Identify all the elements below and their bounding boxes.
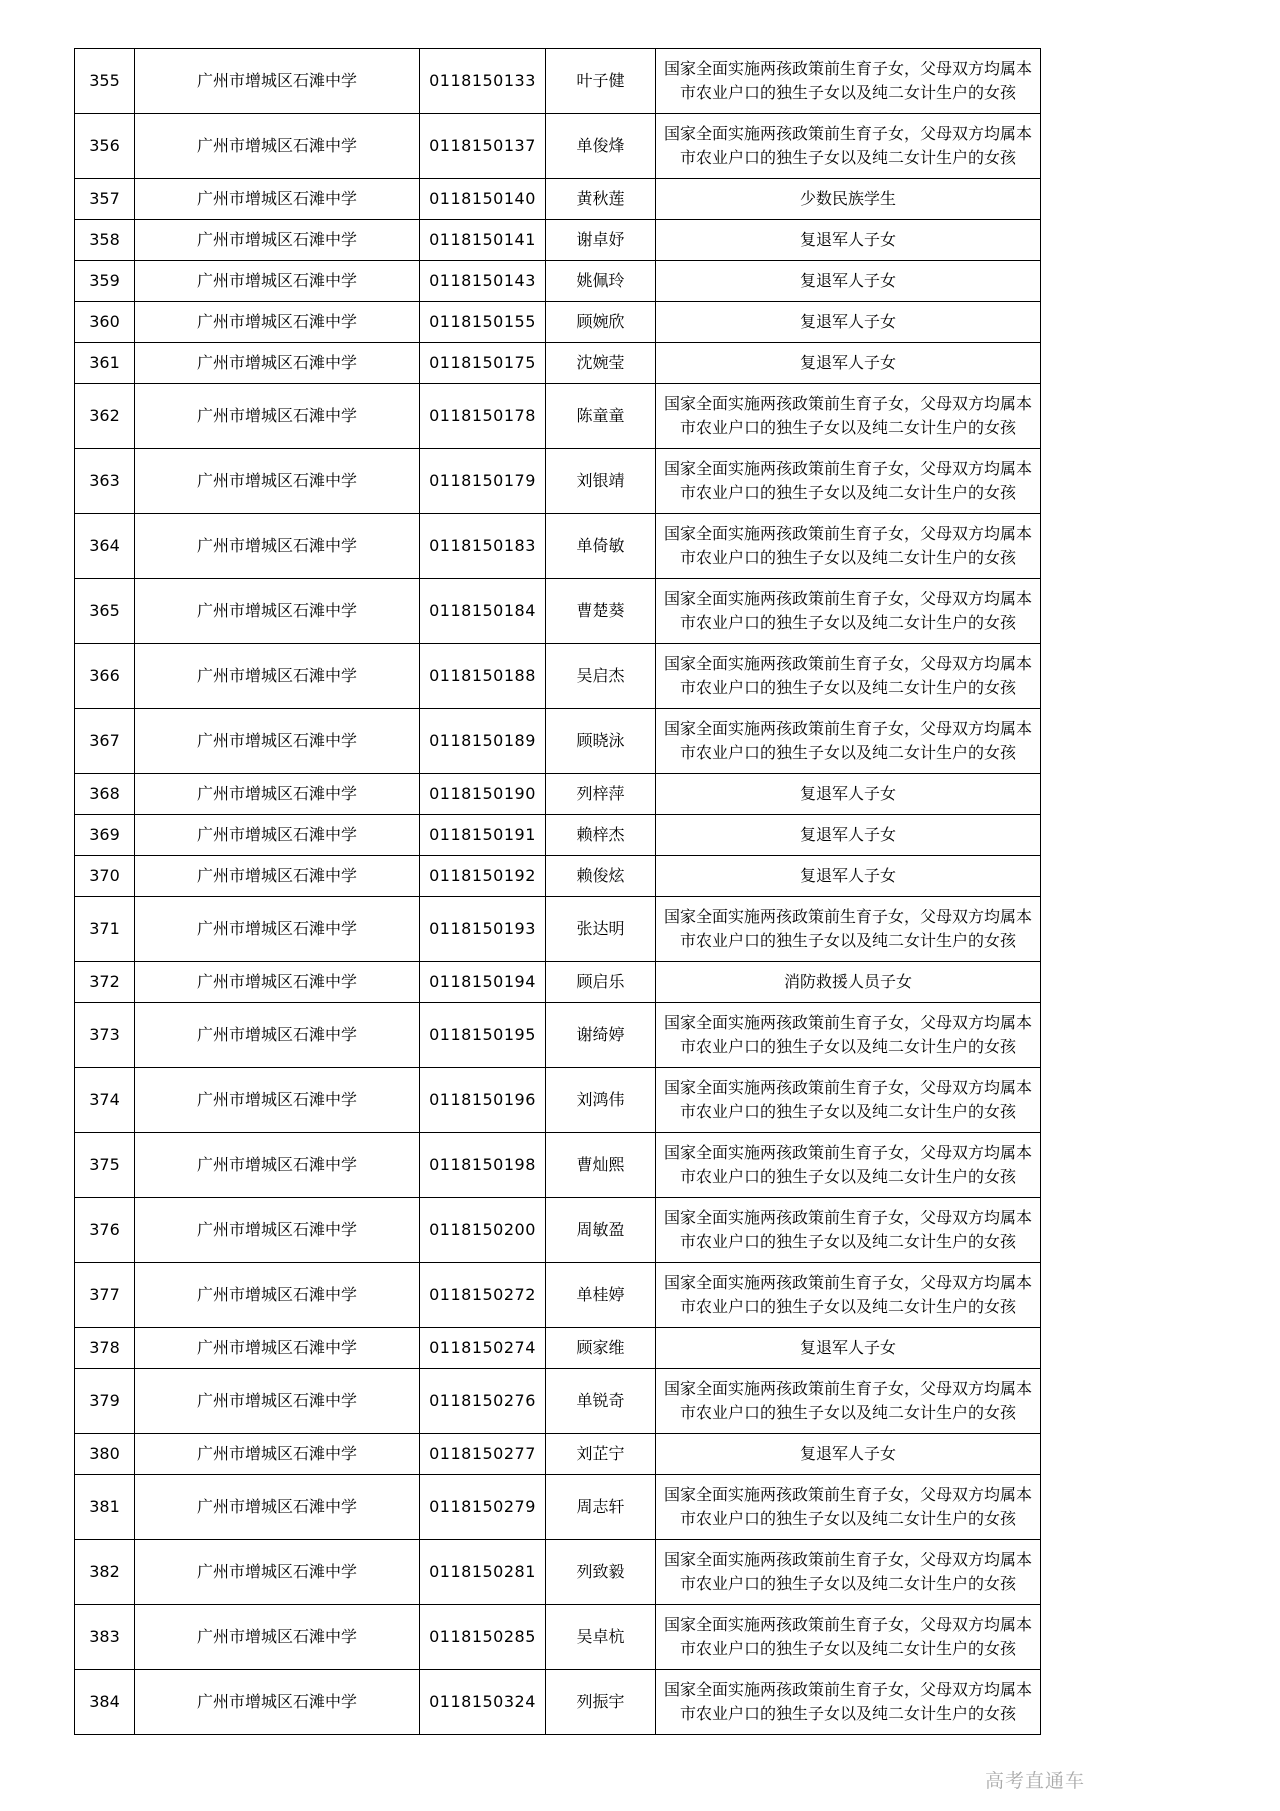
cell-name: 赖俊炫 bbox=[546, 856, 656, 897]
cell-school: 广州市增城区石滩中学 bbox=[135, 1475, 420, 1540]
cell-school: 广州市增城区石滩中学 bbox=[135, 114, 420, 179]
table-row bbox=[75, 1068, 1041, 1133]
cell-name: 曹灿熙 bbox=[546, 1133, 656, 1198]
table-row bbox=[75, 579, 1041, 644]
table-row bbox=[75, 220, 1041, 261]
cell-school: 广州市增城区石滩中学 bbox=[135, 644, 420, 709]
cell-school: 广州市增城区石滩中学 bbox=[135, 579, 420, 644]
cell-number: 356 bbox=[75, 114, 135, 179]
cell-school: 广州市增城区石滩中学 bbox=[135, 1369, 420, 1434]
cell-exam-number: 0118150141 bbox=[420, 220, 546, 261]
cell-exam-number: 0118150274 bbox=[420, 1328, 546, 1369]
cell-category: 国家全面实施两孩政策前生育子女，父母双方均属本市农业户口的独生子女以及纯二女计生户的女孩 bbox=[656, 514, 1041, 579]
cell-school: 广州市增城区石滩中学 bbox=[135, 815, 420, 856]
table-row bbox=[75, 644, 1041, 709]
cell-name: 列梓萍 bbox=[546, 774, 656, 815]
cell-name: 顾启乐 bbox=[546, 962, 656, 1003]
cell-name: 刘芷宁 bbox=[546, 1434, 656, 1475]
cell-exam-number: 0118150179 bbox=[420, 449, 546, 514]
table-row bbox=[75, 1670, 1041, 1735]
cell-number: 368 bbox=[75, 774, 135, 815]
cell-school: 广州市增城区石滩中学 bbox=[135, 856, 420, 897]
cell-exam-number: 0118150276 bbox=[420, 1369, 546, 1434]
cell-category: 国家全面实施两孩政策前生育子女，父母双方均属本市农业户口的独生子女以及纯二女计生户的女孩 bbox=[656, 1003, 1041, 1068]
cell-name: 曹楚葵 bbox=[546, 579, 656, 644]
cell-school: 广州市增城区石滩中学 bbox=[135, 179, 420, 220]
cell-name: 单桂婷 bbox=[546, 1263, 656, 1328]
cell-school: 广州市增城区石滩中学 bbox=[135, 1263, 420, 1328]
table-row bbox=[75, 1263, 1041, 1328]
cell-school: 广州市增城区石滩中学 bbox=[135, 449, 420, 514]
cell-name: 谢绮婷 bbox=[546, 1003, 656, 1068]
cell-name: 吴启杰 bbox=[546, 644, 656, 709]
cell-school: 广州市增城区石滩中学 bbox=[135, 302, 420, 343]
cell-number: 357 bbox=[75, 179, 135, 220]
cell-exam-number: 0118150192 bbox=[420, 856, 546, 897]
cell-exam-number: 0118150196 bbox=[420, 1068, 546, 1133]
watermark: 高考直通车 bbox=[984, 1770, 1085, 1792]
cell-name: 顾晓泳 bbox=[546, 709, 656, 774]
cell-category: 少数民族学生 bbox=[656, 179, 1041, 220]
cell-school: 广州市增城区石滩中学 bbox=[135, 1068, 420, 1133]
cell-number: 369 bbox=[75, 815, 135, 856]
cell-school: 广州市增城区石滩中学 bbox=[135, 220, 420, 261]
table-row bbox=[75, 709, 1041, 774]
cell-name: 单锐奇 bbox=[546, 1369, 656, 1434]
cell-exam-number: 0118150140 bbox=[420, 179, 546, 220]
cell-name: 赖梓杰 bbox=[546, 815, 656, 856]
cell-category: 国家全面实施两孩政策前生育子女，父母双方均属本市农业户口的独生子女以及纯二女计生户的女孩 bbox=[656, 644, 1041, 709]
table-row bbox=[75, 1003, 1041, 1068]
table-row bbox=[75, 302, 1041, 343]
cell-name: 周志轩 bbox=[546, 1475, 656, 1540]
table-row bbox=[75, 49, 1041, 114]
cell-exam-number: 0118150143 bbox=[420, 261, 546, 302]
table-row bbox=[75, 815, 1041, 856]
table-row bbox=[75, 343, 1041, 384]
cell-number: 384 bbox=[75, 1670, 135, 1735]
cell-exam-number: 0118150277 bbox=[420, 1434, 546, 1475]
cell-category: 复退军人子女 bbox=[656, 1328, 1041, 1369]
cell-school: 广州市增城区石滩中学 bbox=[135, 1133, 420, 1198]
cell-number: 365 bbox=[75, 579, 135, 644]
cell-name: 陈童童 bbox=[546, 384, 656, 449]
cell-category: 国家全面实施两孩政策前生育子女，父母双方均属本市农业户口的独生子女以及纯二女计生户的女孩 bbox=[656, 1263, 1041, 1328]
cell-category: 国家全面实施两孩政策前生育子女，父母双方均属本市农业户口的独生子女以及纯二女计生户的女孩 bbox=[656, 1198, 1041, 1263]
cell-number: 360 bbox=[75, 302, 135, 343]
cell-school: 广州市增城区石滩中学 bbox=[135, 1003, 420, 1068]
cell-number: 380 bbox=[75, 1434, 135, 1475]
cell-school: 广州市增城区石滩中学 bbox=[135, 1198, 420, 1263]
cell-school: 广州市增城区石滩中学 bbox=[135, 774, 420, 815]
cell-number: 359 bbox=[75, 261, 135, 302]
cell-name: 单倚敏 bbox=[546, 514, 656, 579]
table-row bbox=[75, 897, 1041, 962]
cell-name: 沈婉莹 bbox=[546, 343, 656, 384]
cell-school: 广州市增城区石滩中学 bbox=[135, 384, 420, 449]
cell-exam-number: 0118150184 bbox=[420, 579, 546, 644]
cell-category: 复退军人子女 bbox=[656, 343, 1041, 384]
cell-school: 广州市增城区石滩中学 bbox=[135, 261, 420, 302]
cell-number: 371 bbox=[75, 897, 135, 962]
cell-school: 广州市增城区石滩中学 bbox=[135, 1540, 420, 1605]
cell-number: 374 bbox=[75, 1068, 135, 1133]
cell-exam-number: 0118150189 bbox=[420, 709, 546, 774]
cell-number: 378 bbox=[75, 1328, 135, 1369]
table-row bbox=[75, 1328, 1041, 1369]
cell-number: 363 bbox=[75, 449, 135, 514]
cell-number: 370 bbox=[75, 856, 135, 897]
cell-number: 379 bbox=[75, 1369, 135, 1434]
cell-exam-number: 0118150183 bbox=[420, 514, 546, 579]
table-row bbox=[75, 449, 1041, 514]
cell-name: 张达明 bbox=[546, 897, 656, 962]
table-row bbox=[75, 962, 1041, 1003]
cell-category: 复退军人子女 bbox=[656, 302, 1041, 343]
cell-exam-number: 0118150279 bbox=[420, 1475, 546, 1540]
cell-name: 周敏盈 bbox=[546, 1198, 656, 1263]
table-row bbox=[75, 1369, 1041, 1434]
cell-number: 372 bbox=[75, 962, 135, 1003]
cell-name: 列致毅 bbox=[546, 1540, 656, 1605]
cell-number: 367 bbox=[75, 709, 135, 774]
cell-number: 377 bbox=[75, 1263, 135, 1328]
cell-school: 广州市增城区石滩中学 bbox=[135, 343, 420, 384]
table-row bbox=[75, 261, 1041, 302]
cell-school: 广州市增城区石滩中学 bbox=[135, 49, 420, 114]
cell-category: 国家全面实施两孩政策前生育子女，父母双方均属本市农业户口的独生子女以及纯二女计生户的女孩 bbox=[656, 384, 1041, 449]
cell-school: 广州市增城区石滩中学 bbox=[135, 1605, 420, 1670]
cell-exam-number: 0118150137 bbox=[420, 114, 546, 179]
table-row bbox=[75, 514, 1041, 579]
student-roster-sheet bbox=[74, 48, 1041, 1735]
cell-category: 国家全面实施两孩政策前生育子女，父母双方均属本市农业户口的独生子女以及纯二女计生户的女孩 bbox=[656, 1068, 1041, 1133]
cell-exam-number: 0118150175 bbox=[420, 343, 546, 384]
cell-name: 列振宇 bbox=[546, 1670, 656, 1735]
cell-exam-number: 0118150193 bbox=[420, 897, 546, 962]
table-row bbox=[75, 384, 1041, 449]
cell-number: 375 bbox=[75, 1133, 135, 1198]
table-row bbox=[75, 1198, 1041, 1263]
cell-name: 姚佩玲 bbox=[546, 261, 656, 302]
cell-exam-number: 0118150194 bbox=[420, 962, 546, 1003]
roster-table-body bbox=[75, 49, 1041, 1735]
table-row bbox=[75, 1475, 1041, 1540]
cell-category: 国家全面实施两孩政策前生育子女，父母双方均属本市农业户口的独生子女以及纯二女计生户的女孩 bbox=[656, 1369, 1041, 1434]
table-row bbox=[75, 1133, 1041, 1198]
cell-name: 顾家维 bbox=[546, 1328, 656, 1369]
cell-number: 383 bbox=[75, 1605, 135, 1670]
cell-exam-number: 0118150285 bbox=[420, 1605, 546, 1670]
cell-exam-number: 0118150188 bbox=[420, 644, 546, 709]
cell-school: 广州市增城区石滩中学 bbox=[135, 1434, 420, 1475]
cell-exam-number: 0118150324 bbox=[420, 1670, 546, 1735]
cell-category: 复退军人子女 bbox=[656, 220, 1041, 261]
cell-name: 单俊烽 bbox=[546, 114, 656, 179]
cell-exam-number: 0118150200 bbox=[420, 1198, 546, 1263]
cell-category: 消防救援人员子女 bbox=[656, 962, 1041, 1003]
cell-category: 复退军人子女 bbox=[656, 856, 1041, 897]
cell-number: 355 bbox=[75, 49, 135, 114]
table-row bbox=[75, 114, 1041, 179]
cell-category: 复退军人子女 bbox=[656, 1434, 1041, 1475]
cell-number: 381 bbox=[75, 1475, 135, 1540]
cell-category: 复退军人子女 bbox=[656, 815, 1041, 856]
cell-number: 373 bbox=[75, 1003, 135, 1068]
cell-school: 广州市增城区石滩中学 bbox=[135, 962, 420, 1003]
cell-exam-number: 0118150191 bbox=[420, 815, 546, 856]
table-row bbox=[75, 774, 1041, 815]
cell-category: 国家全面实施两孩政策前生育子女，父母双方均属本市农业户口的独生子女以及纯二女计生户的女孩 bbox=[656, 1605, 1041, 1670]
cell-category: 国家全面实施两孩政策前生育子女，父母双方均属本市农业户口的独生子女以及纯二女计生户的女孩 bbox=[656, 709, 1041, 774]
table-row bbox=[75, 179, 1041, 220]
cell-number: 362 bbox=[75, 384, 135, 449]
cell-number: 376 bbox=[75, 1198, 135, 1263]
table-row bbox=[75, 1605, 1041, 1670]
cell-name: 顾婉欣 bbox=[546, 302, 656, 343]
cell-name: 吴卓杭 bbox=[546, 1605, 656, 1670]
cell-category: 国家全面实施两孩政策前生育子女，父母双方均属本市农业户口的独生子女以及纯二女计生户的女孩 bbox=[656, 1670, 1041, 1735]
cell-exam-number: 0118150190 bbox=[420, 774, 546, 815]
cell-category: 国家全面实施两孩政策前生育子女，父母双方均属本市农业户口的独生子女以及纯二女计生户的女孩 bbox=[656, 449, 1041, 514]
cell-name: 叶子健 bbox=[546, 49, 656, 114]
cell-category: 国家全面实施两孩政策前生育子女，父母双方均属本市农业户口的独生子女以及纯二女计生户的女孩 bbox=[656, 897, 1041, 962]
cell-exam-number: 0118150133 bbox=[420, 49, 546, 114]
cell-category: 复退军人子女 bbox=[656, 774, 1041, 815]
cell-exam-number: 0118150195 bbox=[420, 1003, 546, 1068]
cell-school: 广州市增城区石滩中学 bbox=[135, 514, 420, 579]
cell-exam-number: 0118150281 bbox=[420, 1540, 546, 1605]
cell-name: 刘鸿伟 bbox=[546, 1068, 656, 1133]
cell-exam-number: 0118150178 bbox=[420, 384, 546, 449]
student-roster-table bbox=[74, 48, 1041, 1735]
cell-category: 国家全面实施两孩政策前生育子女，父母双方均属本市农业户口的独生子女以及纯二女计生户的女孩 bbox=[656, 1133, 1041, 1198]
cell-category: 国家全面实施两孩政策前生育子女，父母双方均属本市农业户口的独生子女以及纯二女计生户的女孩 bbox=[656, 1540, 1041, 1605]
cell-school: 广州市增城区石滩中学 bbox=[135, 1328, 420, 1369]
table-row bbox=[75, 856, 1041, 897]
cell-school: 广州市增城区石滩中学 bbox=[135, 1670, 420, 1735]
cell-number: 364 bbox=[75, 514, 135, 579]
cell-number: 358 bbox=[75, 220, 135, 261]
cell-exam-number: 0118150155 bbox=[420, 302, 546, 343]
cell-exam-number: 0118150272 bbox=[420, 1263, 546, 1328]
cell-category: 国家全面实施两孩政策前生育子女，父母双方均属本市农业户口的独生子女以及纯二女计生户的女孩 bbox=[656, 114, 1041, 179]
cell-category: 国家全面实施两孩政策前生育子女，父母双方均属本市农业户口的独生子女以及纯二女计生户的女孩 bbox=[656, 579, 1041, 644]
cell-name: 黄秋莲 bbox=[546, 179, 656, 220]
cell-category: 国家全面实施两孩政策前生育子女，父母双方均属本市农业户口的独生子女以及纯二女计生户的女孩 bbox=[656, 1475, 1041, 1540]
table-row bbox=[75, 1434, 1041, 1475]
cell-school: 广州市增城区石滩中学 bbox=[135, 897, 420, 962]
cell-exam-number: 0118150198 bbox=[420, 1133, 546, 1198]
table-row bbox=[75, 1540, 1041, 1605]
cell-number: 361 bbox=[75, 343, 135, 384]
cell-name: 刘银靖 bbox=[546, 449, 656, 514]
cell-category: 复退军人子女 bbox=[656, 261, 1041, 302]
cell-name: 谢卓妤 bbox=[546, 220, 656, 261]
cell-school: 广州市增城区石滩中学 bbox=[135, 709, 420, 774]
cell-number: 382 bbox=[75, 1540, 135, 1605]
cell-category: 国家全面实施两孩政策前生育子女，父母双方均属本市农业户口的独生子女以及纯二女计生户的女孩 bbox=[656, 49, 1041, 114]
cell-number: 366 bbox=[75, 644, 135, 709]
